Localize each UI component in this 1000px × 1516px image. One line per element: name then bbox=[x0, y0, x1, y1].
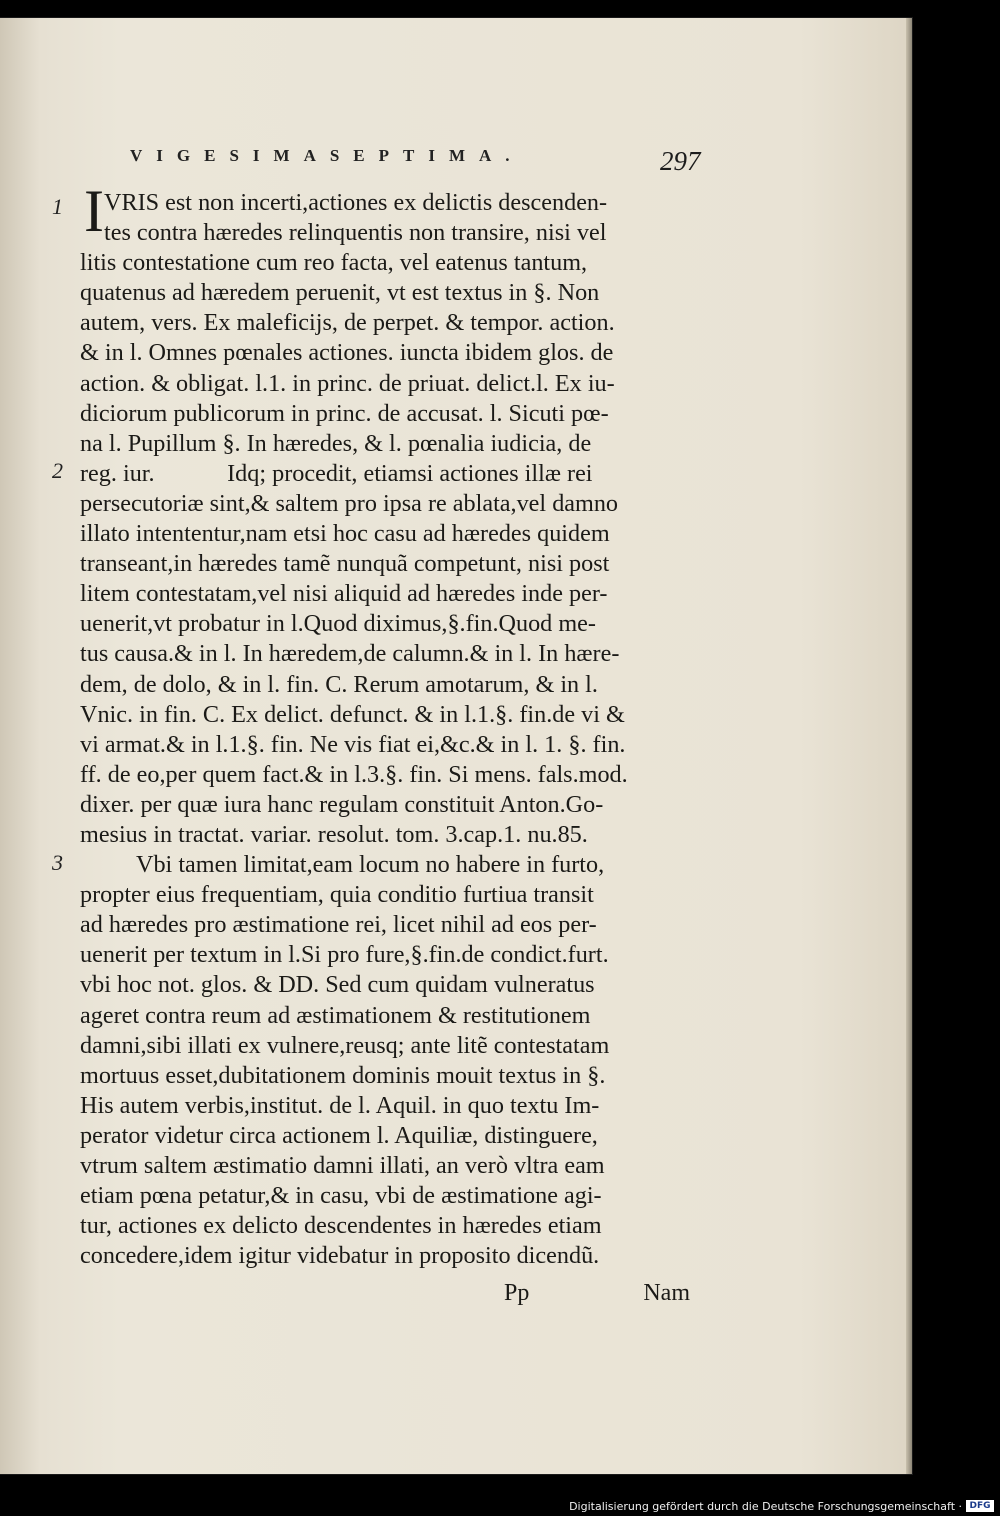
text-line: action. & obligat. l.1. in princ. de priuat. delict.l. Ex iu- bbox=[80, 369, 615, 397]
text-line: tur, actiones ex delicto descendentes in hæredes etiam bbox=[80, 1212, 602, 1240]
text-line: dixer. per quæ iura hanc regulam constituit Anton.Go- bbox=[80, 790, 604, 818]
page-number: 297 bbox=[660, 146, 701, 176]
text-line: vtrum saltem æstimatio damni illati, an verò vltra eam bbox=[80, 1152, 605, 1179]
text-line: mesius in tractat. variar. resolut. tom. 3.cap.1. nu.85. bbox=[80, 820, 588, 848]
text-line: litis contestatione cum reo facta, vel eatenus tantum, bbox=[80, 249, 588, 277]
text-line: perator videtur circa actionem l. Aquiliæ, distinguere, bbox=[80, 1121, 598, 1149]
text-line: vi armat.& in l.1.§. fin. Ne vis fiat ei,&c.& in l. 1. §. fin. bbox=[80, 730, 626, 758]
text-line: vbi hoc not. glos. & DD. Sed cum quidam vulneratus bbox=[80, 971, 595, 999]
text-line: Vnic. in fin. C. Ex delict. defunct. & in l.1.§. fin.de vi & bbox=[80, 700, 625, 728]
text-line: propter eius frequentiam, quia conditio furtiua transit bbox=[80, 881, 594, 909]
text-line: VRIS est non incerti,actiones ex delictis descenden- bbox=[104, 189, 608, 216]
text-line: ageret contra reum ad æstimationem & restitutionem bbox=[80, 1001, 591, 1029]
text-line: diciorum publicorum in princ. de accusat. l. Sicuti pœ- bbox=[80, 399, 609, 427]
book-page bbox=[0, 18, 912, 1474]
text-line: & in l. Omnes pœnales actiones. iuncta ibidem glos. de bbox=[80, 339, 614, 367]
margin-number-3: 3 bbox=[52, 850, 63, 875]
text-line: litem contestatam,vel nisi aliquid ad hæredes inde per- bbox=[80, 580, 608, 608]
text-line: quatenus ad hæredem peruenit, vt est textus in §. Non bbox=[80, 279, 600, 307]
text-line: uenerit per textum in l.Si pro fure,§.fin.de condict.furt. bbox=[80, 941, 609, 969]
catchword: Nam bbox=[643, 1280, 690, 1306]
text-line: ad hæredes pro æstimatione rei, licet nihil ad eos per- bbox=[80, 911, 597, 939]
text-line: damni,sibi illati ex vulnere,reusq; ante litẽ contestatam bbox=[80, 1031, 610, 1059]
dfg-logo-icon: DFG bbox=[966, 1500, 994, 1512]
text-line: ff. de eo,per quem fact.& in l.3.§. fin. Si mens. fals.mod. bbox=[80, 760, 628, 788]
text-line: etiam pœna petatur,& in casu, vbi de æstimatione agi- bbox=[80, 1182, 602, 1210]
text-line: Vbi tamen limitat,eam locum no habere in furto, bbox=[136, 851, 605, 879]
body-text bbox=[80, 188, 700, 1271]
margin-number-1: 1 bbox=[52, 194, 63, 219]
text-line: na l. Pupillum §. In hæredes, & l. pœnalia iudicia, de bbox=[80, 429, 592, 457]
running-head: VIGESIMASEPTIMA. bbox=[130, 146, 524, 165]
text-line: His autem verbis,institut. de l. Aquil. in quo textu Im- bbox=[80, 1091, 600, 1119]
text-line: autem, vers. Ex maleficijs, de perpet. & tempor. action. bbox=[80, 309, 615, 337]
funding-credit: Digitalisierung gefördert durch die Deutsche Forschungsgemeinschaft · bbox=[569, 1500, 962, 1513]
text-line: tus causa.& in l. In hæredem,de calumn.& in l. In hære- bbox=[80, 640, 620, 668]
text-line: illato intententur,nam etsi hoc casu ad hæredes quidem bbox=[80, 520, 610, 548]
drop-capital: I bbox=[84, 178, 104, 244]
page-footer-row bbox=[80, 1280, 690, 1310]
text-line: transeant,in hæredes tamẽ nunquã competunt, nisi post bbox=[80, 550, 610, 578]
signature-mark: Pp bbox=[504, 1280, 530, 1306]
text-line: mortuus esset,dubitationem dominis mouit textus in §. bbox=[80, 1061, 606, 1089]
text-line: concedere,idem igitur videbatur in proposito dicendũ. bbox=[80, 1242, 600, 1270]
text-line: tes contra hæredes relinquentis non transire, nisi vel bbox=[104, 219, 607, 247]
margin-number-2: 2 bbox=[52, 458, 63, 483]
text-line: uenerit,vt probatur in l.Quod diximus,§.fin.Quod me- bbox=[80, 610, 596, 638]
text-line: dem, de dolo, & in l. fin. C. Rerum amotarum, & in l. bbox=[80, 670, 598, 698]
text-line: reg. iur. Idq; procedit, etiamsi actiones illæ rei bbox=[80, 459, 593, 487]
text-line: persecutoriæ sint,& saltem pro ipsa re ablata,vel damno bbox=[80, 489, 619, 517]
